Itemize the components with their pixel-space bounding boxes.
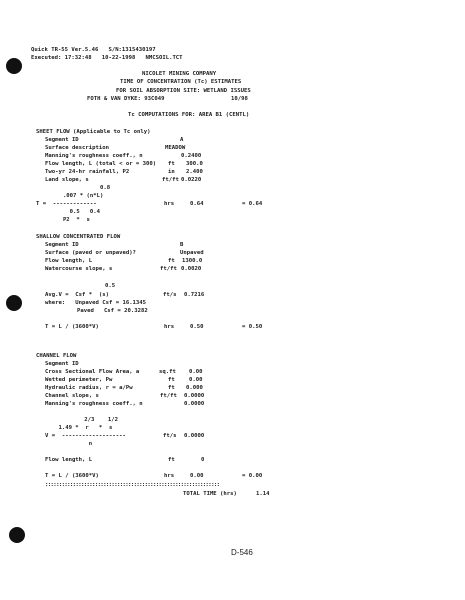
- executed-line: Executed: 17:32:48 10-22-1998 NMCSOIL.TCT: [31, 55, 183, 61]
- shallow-t-formula: T = L / (3600*V): [45, 324, 99, 330]
- shallow-segment-id-value: B: [180, 242, 184, 248]
- channel-slope-value: 0.0000: [184, 393, 205, 399]
- report-date: 10/98: [231, 96, 248, 102]
- shallow-surface-label: Surface (paved or unpaved)?: [45, 250, 136, 256]
- shallow-velocity-unit: ft/s: [163, 292, 177, 298]
- channel-radius-value: 0.000: [186, 385, 203, 391]
- channel-t-result: = 0.00: [242, 473, 263, 479]
- shallow-flow-length-label: Flow length, L: [45, 258, 93, 264]
- shallow-slope-unit: ft/ft: [160, 266, 177, 272]
- firm-line: FOTH & VAN DYKE: 93C049: [87, 96, 165, 102]
- channel-velocity-unit: ft/s: [163, 433, 177, 439]
- shallow-flow-length-value: 1300.0: [182, 258, 203, 264]
- sheet-flow-length-unit: ft: [168, 161, 175, 167]
- sheet-rainfall-unit: in: [168, 169, 175, 175]
- shallow-surface-value: Unpaved: [180, 250, 204, 256]
- sheet-rainfall-label: Two-yr 24-hr rainfall, P2: [45, 169, 130, 175]
- total-time-value: 1.14: [256, 491, 270, 497]
- sheet-segment-id-label: Segment ID: [45, 137, 79, 143]
- channel-area-value: 0.00: [189, 369, 203, 375]
- channel-area-label: Cross Sectional Flow Area, a: [45, 369, 140, 375]
- channel-radius-unit: ft: [168, 385, 175, 391]
- shallow-unpaved-coeff: where: Unpaved Csf = 16.1345: [45, 300, 147, 306]
- shallow-velocity-exponent: 0.5: [105, 283, 116, 289]
- binder-hole-bottom: [9, 527, 25, 543]
- channel-velocity-value: 0.0000: [184, 433, 205, 439]
- channel-t-value: 0.00: [190, 473, 204, 479]
- channel-t-unit: hrs: [164, 473, 175, 479]
- sheet-surface-label: Surface description: [45, 145, 109, 151]
- binder-hole-middle: [6, 295, 22, 311]
- page-number: D-546: [231, 548, 253, 557]
- sheet-mannings-value: 0.2400: [181, 153, 202, 159]
- channel-formula-fraction: V = -------------------: [45, 433, 126, 439]
- sheet-slope-unit: ft/ft: [162, 177, 179, 183]
- channel-flow-length-label: Flow length, L: [45, 457, 93, 463]
- sheet-surface-value: MEADOW: [165, 145, 186, 151]
- channel-mannings-value: 0.0000: [184, 401, 205, 407]
- channel-perimeter-unit: ft: [168, 377, 175, 383]
- channel-flow-length-value: 0: [201, 457, 205, 463]
- channel-area-unit: sq.ft: [159, 369, 176, 375]
- shallow-segment-id-label: Segment ID: [45, 242, 79, 248]
- channel-perimeter-label: Wetted perimeter, Pw: [45, 377, 113, 383]
- sheet-formula-denominator: P2 * s: [36, 217, 90, 223]
- binder-hole-top: [6, 58, 22, 74]
- channel-formula-exponents: 2/3 1/2: [54, 417, 118, 423]
- shallow-t-unit: hrs: [164, 324, 175, 330]
- shallow-slope-label: Watercourse slope, s: [45, 266, 113, 272]
- channel-t-formula: T = L / (3600*V): [45, 473, 99, 479]
- sheet-t-value: 0.64: [190, 201, 204, 207]
- channel-flow-length-unit: ft: [168, 457, 175, 463]
- sheet-segment-id-value: A: [180, 137, 184, 143]
- program-line: Quick TR-55 Ver.5.46 S/N:1315430197: [31, 47, 156, 53]
- sheet-formula-fraction: T = -------------: [36, 201, 97, 207]
- channel-slope-unit: ft/ft: [160, 393, 177, 399]
- shallow-velocity-value: 0.7216: [184, 292, 205, 298]
- sheet-formula-numerator: .007 * (n*L): [36, 193, 104, 199]
- channel-formula-numerator: 1.49 * r * s: [45, 425, 113, 431]
- sheet-mannings-label: Manning's roughness coeff., n: [45, 153, 143, 159]
- sheet-flow-heading: SHEET FLOW (Applicable to Tc only): [36, 129, 151, 135]
- shallow-t-value: 0.50: [190, 324, 204, 330]
- shallow-flow-heading: SHALLOW CONCENTRATED FLOW: [36, 234, 121, 240]
- sheet-formula-exponent: 0.8: [36, 185, 111, 191]
- channel-radius-label: Hydraulic radius, r = a/Pw: [45, 385, 133, 391]
- total-separator: :::::::::::::::::::::::::::::::::::::::::::::::::::::::::::::::: [45, 482, 220, 488]
- total-time-label: TOTAL TIME (hrs): [183, 491, 237, 497]
- shallow-slope-value: 0.0020: [181, 266, 202, 272]
- channel-slope-label: Channel slope, s: [45, 393, 99, 399]
- site-line: FOR SOIL ABSORPTION SITE: WETLAND ISSUES: [116, 88, 251, 94]
- channel-perimeter-value: 0.00: [189, 377, 203, 383]
- computations-heading: Tc COMPUTATIONS FOR: AREA B1 (CENTL): [128, 112, 250, 118]
- channel-flow-heading: CHANNEL FLOW: [36, 353, 77, 359]
- shallow-velocity-formula: Avg.V = Csf * (s): [45, 292, 109, 298]
- shallow-flow-length-unit: ft: [168, 258, 175, 264]
- report-title: TIME OF CONCENTRATION (Tc) ESTIMATES: [120, 79, 242, 85]
- sheet-flow-length-label: Flow length, L (total < or = 300): [45, 161, 157, 167]
- company-name: NICOLET MINING COMPANY: [142, 71, 217, 77]
- sheet-t-unit: hrs: [164, 201, 175, 207]
- sheet-slope-label: Land slope, s: [45, 177, 89, 183]
- sheet-formula-denominator-exponents: 0.5 0.4: [36, 209, 100, 215]
- channel-formula-denominator: n: [45, 441, 93, 447]
- sheet-flow-length-value: 300.0: [186, 161, 203, 167]
- channel-segment-id-label: Segment ID: [45, 361, 79, 367]
- sheet-slope-value: 0.0220: [181, 177, 202, 183]
- shallow-paved-coeff: Paved Csf = 20.3282: [77, 308, 148, 314]
- channel-mannings-label: Manning's roughness coeff., n: [45, 401, 143, 407]
- sheet-rainfall-value: 2.400: [186, 169, 203, 175]
- sheet-t-result: = 0.64: [242, 201, 263, 207]
- shallow-t-result: = 0.50: [242, 324, 263, 330]
